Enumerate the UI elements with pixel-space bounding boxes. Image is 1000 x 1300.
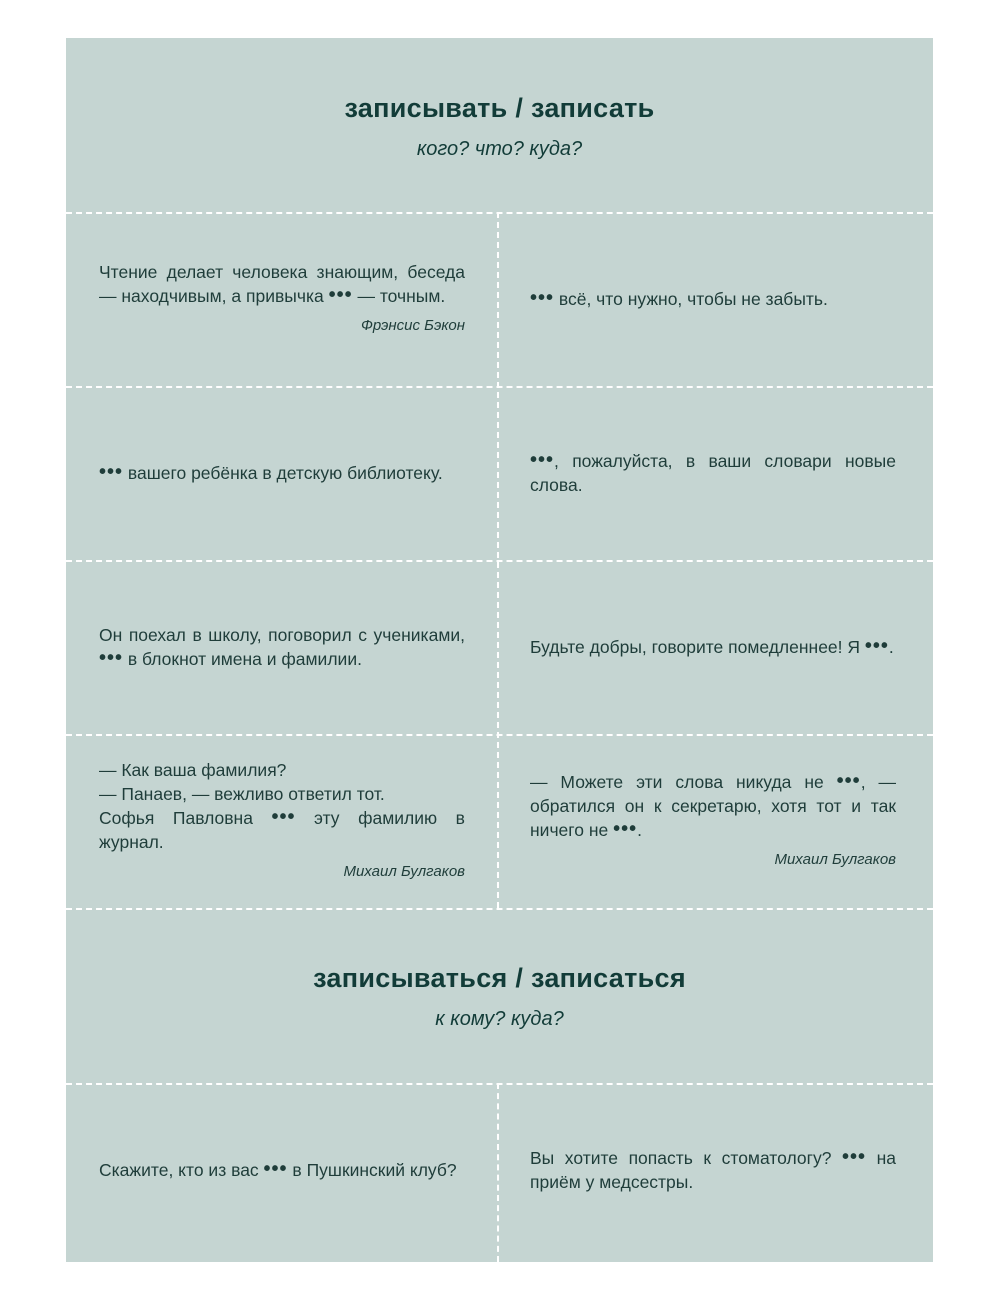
section-1-header (66, 93, 933, 161)
worksheet-page (66, 38, 933, 1262)
verb-question: кого? что? куда? (416, 138, 583, 160)
gap-dots: ••• (530, 449, 555, 471)
gap-dots: ••• (842, 1146, 867, 1168)
card-text: Он поехал в школу, поговорил с учениками, ••• в блокнот имена и фамилии. (99, 625, 465, 669)
card-text: •••, пожалуйста, в ваши словари новые слова. (530, 449, 896, 495)
card (99, 560, 465, 734)
card-text: Чтение делает человека знающим, беседа — находчивым, а привычка ••• — точным. (99, 262, 465, 306)
cut-line-vertical (497, 212, 499, 908)
gap-dots: ••• (613, 818, 638, 840)
dialogue-line: — Как ваша фамилия? (99, 760, 287, 780)
cut-line-vertical (497, 1083, 499, 1262)
quote-author: Михаил Булгаков (774, 851, 896, 868)
gap-dots: ••• (99, 647, 124, 669)
card-text: Вы хотите попасть к стоматологу? ••• на приём у медсестры. (530, 1146, 896, 1192)
gap-dots: ••• (271, 806, 296, 828)
card (530, 560, 896, 734)
card (530, 212, 896, 386)
card (530, 386, 896, 560)
card (530, 734, 896, 908)
card (99, 386, 465, 560)
section-2-header (66, 963, 933, 1031)
verb-title: записывать / записать (344, 93, 655, 123)
card-text: Скажите, кто из вас ••• в Пушкинский клуб? (99, 1158, 457, 1180)
card-text: — Можете эти слова никуда не •••, — обратился он к секретарю, хотя тот и так ничего не •••. (530, 770, 896, 840)
card (99, 734, 465, 908)
gap-dots: ••• (263, 1158, 288, 1180)
cut-line (66, 908, 933, 910)
verb-question: к кому? куда? (435, 1008, 564, 1030)
card (99, 212, 465, 386)
quote-author: Фрэнсис Бэкон (360, 317, 465, 334)
gap-dots: ••• (328, 284, 353, 306)
card-text: ••• всё, что нужно, чтобы не забыть. (530, 287, 828, 309)
card-text: Софья Павловна ••• эту фамилию в журнал. (99, 806, 465, 852)
quote-author: Михаил Булгаков (343, 863, 465, 880)
dialogue-line: — Панаев, — вежливо ответил тот. (99, 784, 385, 804)
card-text: ••• вашего ребёнка в детскую библиотеку. (99, 461, 443, 483)
gap-dots: ••• (99, 461, 124, 483)
card (530, 1083, 896, 1257)
card-text: Будьте добры, говорите помедленнее! Я •••. (530, 635, 894, 657)
gap-dots: ••• (864, 635, 889, 657)
gap-dots: ••• (530, 287, 555, 309)
gap-dots: ••• (836, 770, 861, 792)
verb-title: записываться / записаться (313, 963, 686, 993)
card (99, 1083, 465, 1257)
